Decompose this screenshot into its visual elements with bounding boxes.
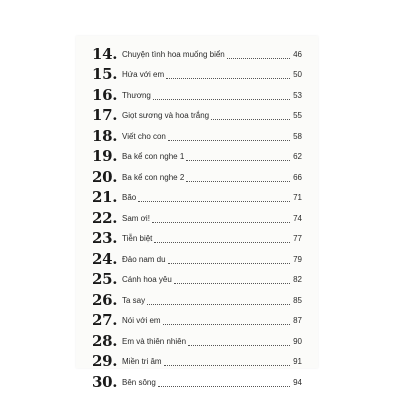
toc-entry [92,247,302,268]
dot-leader [153,99,290,100]
toc-entry-title: Đảo nam du [122,254,166,264]
toc-entry-number: 27. [92,311,118,329]
toc-entry-page: 66 [293,172,302,182]
dot-leader [168,263,290,264]
toc-entry-title: Nói với em [122,316,161,325]
toc-entry-page: 53 [293,90,302,100]
toc-entry-number: 22. [92,208,118,227]
dot-leader [147,304,290,305]
toc-entry-page: 74 [293,213,302,223]
toc-entry [92,268,302,289]
toc-entry-title: Viết cho con [122,131,166,141]
toc-entry-page: 55 [293,111,302,120]
toc-entry-title: Em và thiên nhiên [122,336,187,346]
toc-entry-title: Ta say [122,295,146,305]
toc-entry-page: 50 [293,70,302,79]
toc-entry-number: 18. [92,126,118,145]
toc-entry-number: 14. [92,44,118,63]
toc-entry-page: 77 [293,234,302,243]
dot-leader [166,78,290,79]
toc-entry-title: Tiễn biệt [122,234,153,243]
toc-entry [92,83,302,104]
toc-entry [92,350,302,371]
toc-entry-page: 85 [293,295,302,305]
dot-leader [138,201,290,202]
table-of-contents [92,42,302,391]
toc-entry [92,186,302,207]
toc-entry [92,145,302,166]
toc-entry [92,206,302,227]
toc-entry-title: Thương [122,90,151,100]
toc-entry [92,227,302,248]
toc-entry-page: 58 [293,131,302,141]
toc-entry [92,165,302,186]
toc-entry [92,124,302,145]
toc-entry [92,63,302,84]
toc-entry-number: 19. [92,147,118,165]
toc-entry [92,288,302,309]
toc-entry-number: 26. [92,290,118,309]
toc-entry-page: 46 [293,49,302,59]
dot-leader [211,119,290,120]
toc-entry-title: Giọt sương và hoa trắng [122,111,210,120]
dot-leader [152,222,290,223]
toc-entry-title: Hứa với em [122,70,165,79]
toc-entry-number: 21. [92,188,118,206]
toc-entry-page: 94 [293,377,302,387]
dot-leader [227,58,290,59]
toc-entry-number: 28. [92,331,118,350]
toc-entry [92,309,302,330]
toc-entry-number: 24. [92,249,118,268]
dot-leader [174,283,290,284]
toc-entry-number: 15. [92,65,118,83]
toc-entry-title: Ba kể con nghe 1 [122,152,185,161]
toc-entry [92,104,302,125]
toc-entry-page: 82 [293,275,302,284]
toc-entry-page: 87 [293,316,302,325]
toc-entry-number: 20. [92,167,118,186]
toc-entry-title: Sam ơi! [122,213,150,223]
dot-leader [188,345,290,346]
toc-entry-number: 16. [92,85,118,104]
toc-entry-title: Ba kể con nghe 2 [122,172,185,182]
dot-leader [154,242,290,243]
toc-entry-number: 30. [92,372,118,391]
toc-entry-title: Cánh hoa yêu [122,275,172,284]
toc-entry-title: Bão [122,193,137,202]
toc-entry [92,370,302,391]
toc-entry-page: 91 [293,357,302,366]
dot-leader [186,160,290,161]
toc-entry-page: 79 [293,254,302,264]
toc-entry-number: 17. [92,106,118,124]
toc-entry-page: 62 [293,152,302,161]
dot-leader [163,324,290,325]
toc-entry-title: Bên sông [122,377,156,387]
dot-leader [158,386,290,387]
dot-leader [168,140,290,141]
toc-entry-number: 23. [92,229,118,247]
toc-entry-title: Miền tri âm [122,357,162,366]
toc-entry [92,329,302,350]
toc-entry-page: 71 [293,193,302,202]
toc-entry-page: 90 [293,336,302,346]
dot-leader [164,365,290,366]
toc-entry-title: Chuyện tình hoa muống biển [122,49,225,59]
dot-leader [186,181,290,182]
toc-entry-number: 29. [92,352,118,370]
toc-entry [92,42,302,63]
toc-entry-number: 25. [92,270,118,288]
